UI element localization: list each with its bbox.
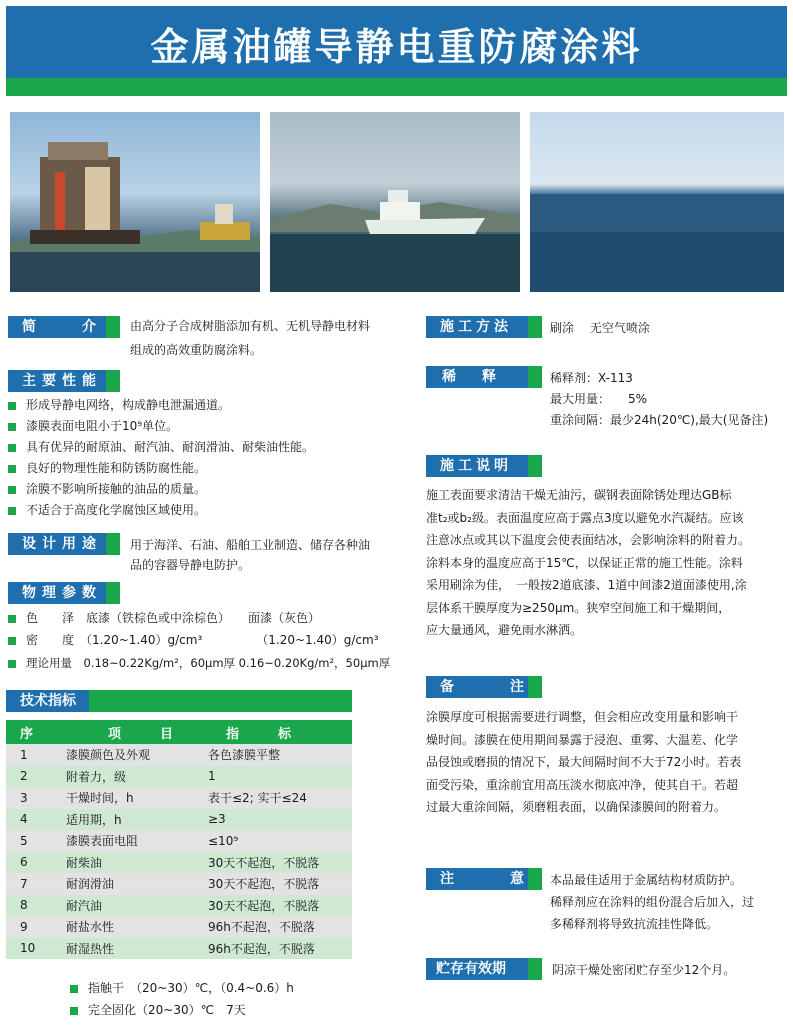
intro-text-1: 由高分子合成树脂添加有机、无机导静电材料 [130, 319, 371, 333]
table-row: 10 耐湿热性 96h不起泡，不脱落 [6, 938, 352, 960]
attention-line-3: 多稀释剂将导致抗流挂性降低。 [550, 917, 719, 931]
storage-label: 贮存有效期 [426, 958, 542, 980]
bullet-icon [8, 486, 16, 494]
thinner-line-3: 重涂间隔：最少24h(20℃),最大(见备注) [550, 413, 769, 427]
bullet-icon [8, 660, 16, 668]
physical-row: 理论用量 0.18~0.22Kg/m²，60μm厚 0.16~0.20Kg/m²，50μm厚 [8, 653, 390, 673]
bullet-icon [8, 507, 16, 515]
column-header: 项 目 [64, 720, 206, 744]
feature-item: 具有优异的耐原油、耐汽油、耐润滑油、耐柴油性能。 [8, 437, 314, 457]
bullet-icon [8, 402, 16, 410]
spec-note: 完全固化（20~30）℃ 7天 [70, 1000, 246, 1020]
table-row: 9 耐盐水性 96h不起泡，不脱落 [6, 916, 352, 938]
method-label: 施工方法 [426, 316, 542, 338]
table-row: 4 适用期，h ≥3 [6, 809, 352, 831]
ship-photo [270, 112, 520, 292]
feature-item: 漆膜表面电阻小于10⁹单位。 [8, 416, 178, 436]
feature-item: 涂膜不影响所接触的油品的质量。 [8, 479, 206, 499]
spec-table [6, 720, 352, 959]
attention-label: 注 意 [426, 868, 542, 890]
thinner-line-1: 稀释剂：X-113 [550, 371, 633, 385]
usage-text-1: 用于海洋、石油、船舶工业制造、储存各种油 [130, 538, 371, 552]
bullet-icon [8, 465, 16, 473]
feature-item: 形成导静电网络，构成静电泄漏通道。 [8, 395, 230, 415]
remarks-label: 备 注 [426, 676, 542, 698]
attention-line-1: 本品最佳适用于金属结构材质防护。 [550, 873, 743, 887]
offshore-platform-photo [10, 112, 260, 292]
sea-photo [530, 112, 784, 292]
table-row: 5 漆膜表面电阻 ≤10⁹ [6, 830, 352, 852]
physical-row: 色 泽 底漆（铁棕色或中涂棕色） 面漆（灰色） [8, 608, 320, 628]
table-header-row [6, 720, 352, 744]
thinner-line-2: 最大用量： 5% [550, 392, 648, 406]
table-row: 7 耐润滑油 30天不起泡，不脱落 [6, 873, 352, 895]
table-row: 2 附着力，级 1 [6, 766, 352, 788]
feature-item: 良好的物理性能和防锈防腐性能。 [8, 458, 206, 478]
remarks-text: 涂膜厚度可根据需要进行调整，但会相应改变用量和影响干 燥时间。漆膜在使用期间暴露于浸泡、重雾、大温差、化学 品侵蚀或磨损的情况下，最大间隔时间不大于72小时。若表 面受污染，重涂前宜用高压淡水彻底冲净，使其自干。若超 过最大重涂间隔，须磨粗表面，以确保漆膜间的附着力。 [426, 710, 742, 814]
method-text: 刷涂 无空气喷涂 [550, 321, 650, 335]
table-row: 1 漆膜颜色及外观 各色漆膜平整 [6, 744, 352, 766]
instructions-label: 施工说明 [426, 455, 542, 477]
bullet-icon [8, 637, 16, 645]
spec-label: 技术指标 [6, 690, 352, 712]
column-header: 序 [6, 720, 64, 744]
column-header: 指 标 [206, 720, 352, 744]
intro-text-2: 组成的高效重防腐涂料。 [130, 343, 263, 357]
table-row: 3 干燥时间，h 表干≤2; 实干≤24 [6, 787, 352, 809]
header-banner [6, 6, 787, 96]
bullet-icon [8, 615, 16, 623]
bullet-icon [70, 1007, 78, 1015]
thinner-label: 稀 释 剂 [426, 366, 542, 388]
page-title: 金属油罐导静电重防腐涂料 [150, 25, 643, 69]
header-stripe [6, 78, 787, 96]
attention-line-2: 稀释剂应在涂料的组份混合后加入，过 [550, 895, 755, 909]
physical-label: 物理参数 [8, 582, 120, 604]
table-row: 8 耐汽油 30天不起泡，不脱落 [6, 895, 352, 917]
intro-label: 简 介 [8, 316, 120, 338]
feature-item: 不适合于高度化学腐蚀区域使用。 [8, 500, 206, 520]
features-label: 主要性能 [8, 370, 120, 392]
bullet-icon [8, 444, 16, 452]
bullet-icon [70, 985, 78, 993]
bullet-icon [8, 423, 16, 431]
usage-label: 设计用途 [8, 533, 120, 555]
storage-text: 阴凉干燥处密闭贮存至少12个月。 [552, 963, 736, 977]
usage-text-2: 品的容器导静电防护。 [130, 558, 251, 572]
physical-row: 密 度 （1.20~1.40）g/cm³ （1.20~1.40）g/cm³ [8, 630, 379, 650]
table-row: 6 耐柴油 30天不起泡，不脱落 [6, 852, 352, 874]
instructions-text: 施工表面要求清洁干燥无油污，碳钢表面除锈处理达GB标 准t₂或b₂级。表面温度应高于露点3度以避免水汽凝结。应该 注意冰点或其以下温度会使表面结冰，会影响涂料的附着力。 涂料本身的温度应高于15℃，以保证正常的施工性能。涂料 采用刷涂为佳， 一般按2道底漆、1道中间漆2道面漆使用,涂 层体系干膜厚度为≥250μm。狭窄空间施工和干燥期间， 应大量通风，避免雨水淋洒。 [426, 488, 751, 637]
spec-note: 指触干 （20~30）℃，（0.4~0.6）h [70, 978, 294, 998]
